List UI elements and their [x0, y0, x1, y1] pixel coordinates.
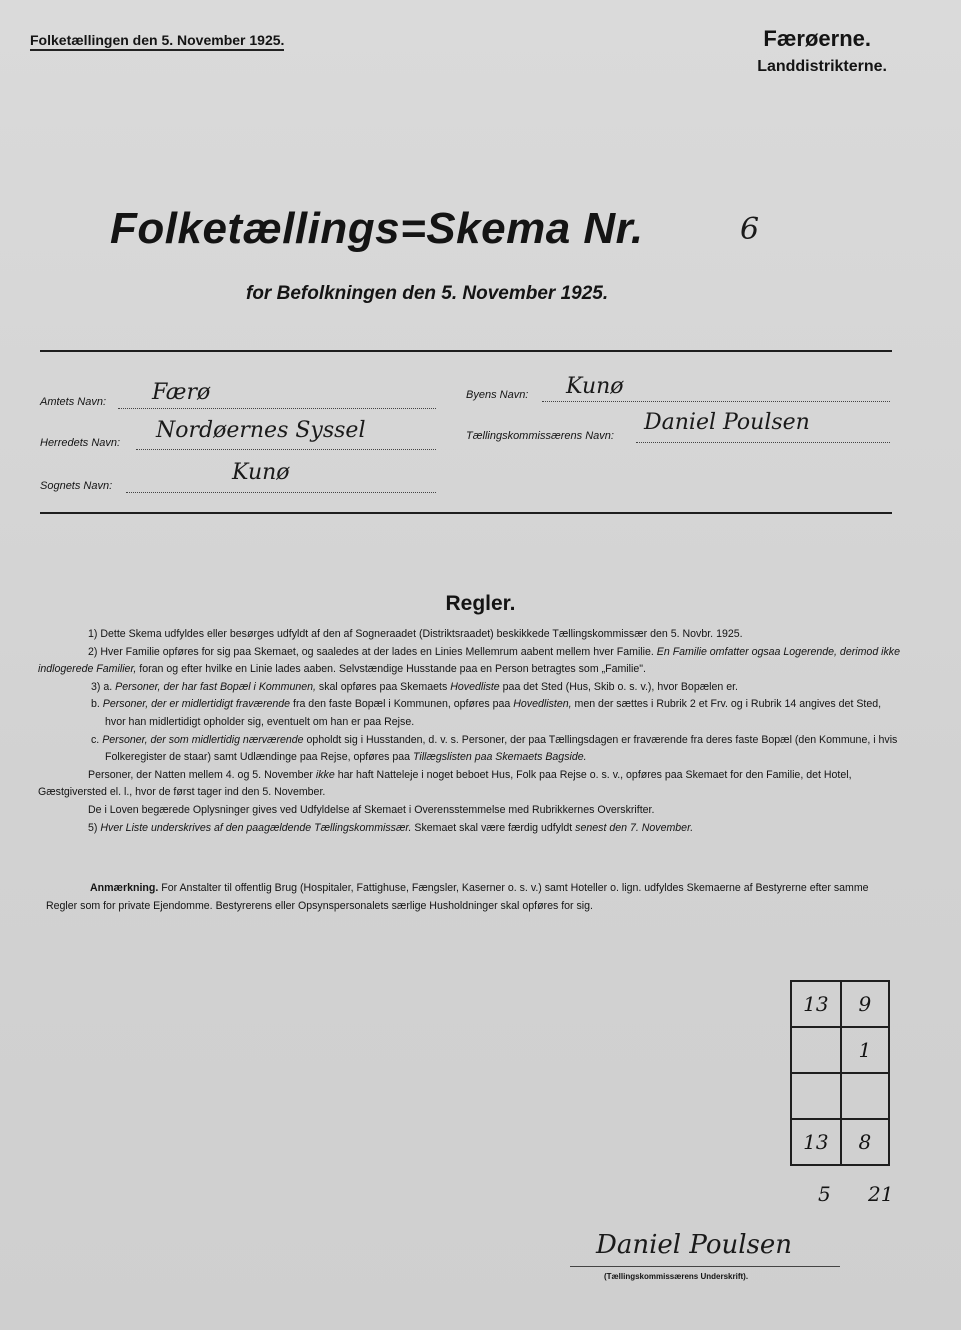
census-header: Folketællingen den 5. November 1925. [30, 32, 284, 51]
amt-line [118, 407, 436, 409]
annotation-note [46, 880, 886, 915]
sogn-value: Kunø [232, 460, 290, 485]
tally-cell [791, 1073, 841, 1119]
komm-line [636, 441, 890, 443]
region-subtitle: Landdistrikterne. [757, 58, 887, 75]
by-label: Byens Navn: [466, 389, 529, 401]
amt-label: Amtets Navn: [40, 396, 107, 408]
form-title: Folketællings=Skema Nr. [110, 204, 644, 253]
tally-cell [791, 1027, 841, 1073]
top-divider [40, 350, 892, 352]
annotation-label: Anmærkning. [90, 882, 159, 894]
tally-cell [841, 1073, 889, 1119]
amt-value: Færø [152, 380, 211, 405]
bottom-divider [40, 512, 892, 514]
form-number: 6 [740, 212, 760, 247]
rule-2: 2) Hver Familie opføres for sig paa Skemaet, og saaledes at der lades en Linies Mellemrum aabent mellem hver Familie. En Familie omfatter ogsaa Logerende, derimod ikke indlogerede Familier, foran og efter hvilke en Linie lades aaben. Selvstændige Husstande paa en Person betragtes som „Familie". [38, 645, 900, 676]
sogn-label: Sognets Navn: [40, 480, 113, 492]
tally-cell: 13 [791, 1119, 841, 1165]
rule-1: 1) Dette Skema udfyldes eller besørges udfyldt af den af Sogneraadet (Distriktsraadet) beskikkede Tællingskommissær den 5. Novbr. 1925. [88, 628, 743, 640]
komm-value: Daniel Poulsen [644, 410, 810, 435]
rule-4: Personer, der Natten mellem 4. og 5. November ikke har haft Natteleje i noget beboet Hus, Folk paa Rejse o. s. v., opføres paa Skemaet for den Familie, det Hotel, Gæstgiversted el. l., hvor de først tager ind den 5. November. [38, 768, 852, 799]
signature-value: Daniel Poulsen [596, 1230, 793, 1260]
tally-cell: 13 [791, 981, 841, 1027]
komm-label: Tællingskommissærens Navn: [466, 430, 614, 442]
form-subtitle: for Befolkningen den 5. November 1925. [246, 283, 609, 304]
tally-cell: 1 [841, 1027, 889, 1073]
rule-6: 5) Hver Liste underskrives af den paagældende Tællingskommissær. Skemaet skal være færdig udfyldt senest den 7. November. [88, 821, 694, 834]
herred-label: Herredets Navn: [40, 437, 121, 449]
rule-3c: c. Personer, der som midlertidig nærværende opholdt sig i Husstanden, d. v. s. Personer, der paa Tællingsdagen er fraværende fra deres faste Bopæl (den Kommune, i hvis Folkeregister de staar) samt Udlændinge paa Rejse, opføres paa Tillægslisten paa Skemaets Bagside. [91, 733, 898, 764]
sogn-line [126, 491, 436, 493]
tally-cell: 8 [841, 1119, 889, 1165]
tally-table [790, 980, 890, 1166]
rule-3a: 3) a. Personer, der har fast Bopæl i Kommunen, skal opføres paa Skemaets Hovedliste paa det Sted (Hus, Skib o. s. v.), hvor Bopælen er. [91, 680, 738, 693]
herred-value: Nordøernes Syssel [156, 418, 366, 443]
signature-line [570, 1266, 840, 1267]
herred-line [136, 448, 436, 450]
rule-5: De i Loven begærede Oplysninger gives ved Udfyldelse af Skemaet i Overensstemmelse med Rubrikkernes Overskrifter. [88, 803, 655, 816]
by-value: Kunø [566, 374, 624, 399]
tally-total-left: 5 [818, 1182, 831, 1206]
tally-total-right: 21 [868, 1182, 894, 1206]
tally-cell: 9 [841, 981, 889, 1027]
rule-3b: b. Personer, der er midlertidigt fraværende fra den faste Bopæl i Kommunen, opføres paa Hovedlisten, men der sættes i Rubrik 2 et Frv. og i Rubrik 14 angives det Sted, hvor han midlertidigt opholder sig, eventuelt om han er paa Rejse. [91, 698, 882, 728]
rules-title: Regler. [445, 592, 516, 615]
by-line [542, 400, 890, 402]
signature-caption: (Tællingskommissærens Underskrift). [604, 1272, 749, 1281]
region-title: Færøerne. [763, 26, 871, 51]
annotation-text: For Anstalter til offentlig Brug (Hospitaler, Fattighuse, Fængsler, Kaserner o. s. v.) samt Hoteller o. lign. udfyldes Skemaerne af Bestyrerne efter samme Regler som for private Ejendomme. Bestyrerens eller Opsynspersonalets særlige Husholdninger skal opføres for sig. [46, 882, 869, 912]
rules-text [38, 626, 900, 837]
